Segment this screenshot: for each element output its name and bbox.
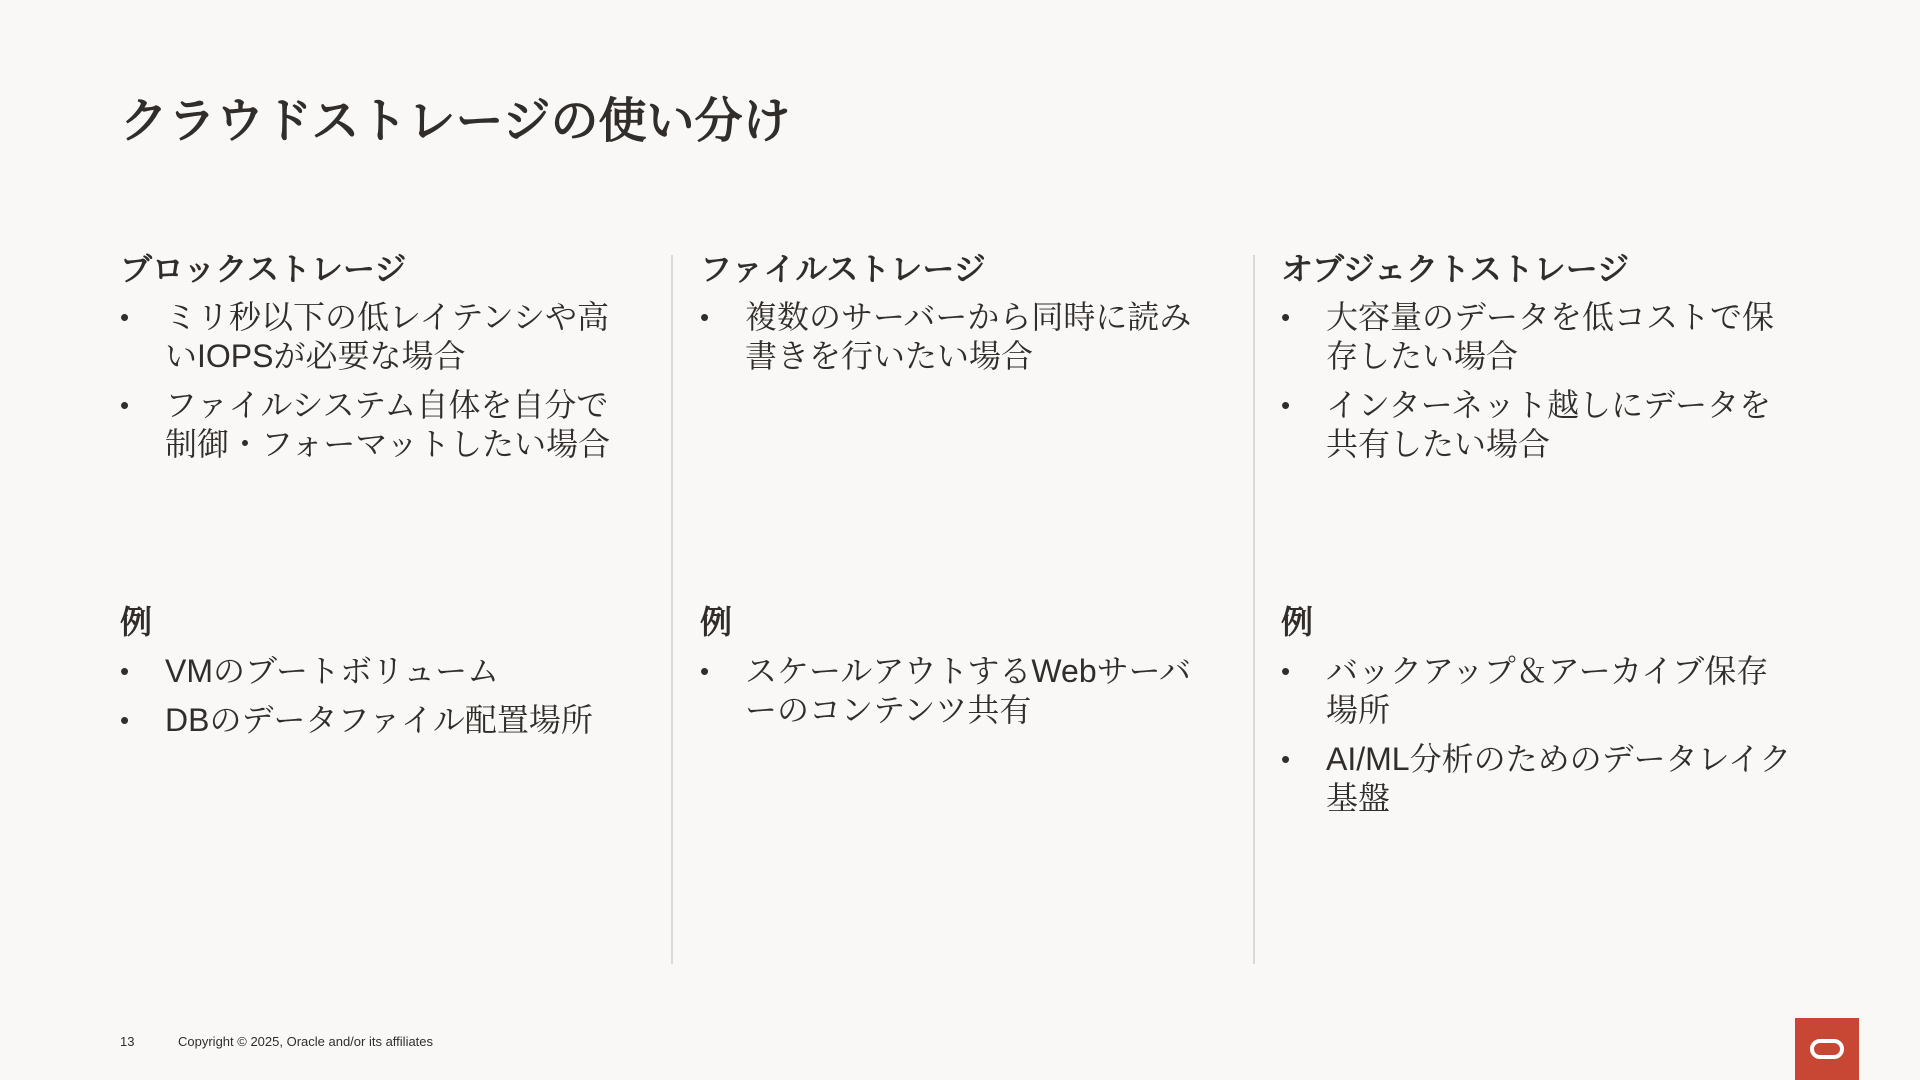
list-item: • 複数のサーバーから同時に読み書きを行いたい場合	[700, 298, 1219, 376]
examples-heading: 例	[1281, 604, 1314, 640]
examples-section	[120, 603, 639, 740]
column-block-storage	[120, 250, 639, 950]
column-object-storage	[1281, 250, 1800, 950]
list-item: • VMのブートボリューム	[120, 652, 639, 691]
examples-section	[700, 603, 1219, 730]
example-list	[120, 652, 639, 740]
list-item: • ファイルシステム自体を自分で制御・フォーマットしたい場合	[120, 386, 639, 464]
copyright-text: Copyright © 2025, Oracle and/or its affiliates	[178, 1034, 434, 1049]
examples-heading: 例	[700, 604, 733, 640]
list-item: • AI/ML分析のためのデータレイク基盤	[1281, 740, 1800, 818]
column-heading: ブロックストレージ	[120, 251, 407, 287]
column-file-storage	[700, 250, 1219, 950]
oracle-logo-icon	[1810, 1039, 1844, 1059]
example-list	[1281, 652, 1800, 818]
oracle-logo	[1795, 1018, 1859, 1080]
column-heading: ファイルストレージ	[700, 251, 986, 287]
examples-section	[1281, 603, 1800, 818]
example-list	[700, 652, 1219, 730]
slide-title: クラウドストレージの使い分け	[120, 95, 791, 148]
column-heading: オブジェクトストレージ	[1281, 251, 1630, 287]
list-item: • 大容量のデータを低コストで保存したい場合	[1281, 298, 1800, 376]
examples-heading: 例	[120, 604, 153, 640]
list-item: • DBのデータファイル配置場所	[120, 701, 639, 740]
list-item: • インターネット越しにデータを共有したい場合	[1281, 386, 1800, 464]
column-divider	[671, 255, 673, 964]
list-item: • スケールアウトするWebサーバーのコンテンツ共有	[700, 652, 1219, 730]
column-divider	[1253, 255, 1255, 964]
use-case-list	[700, 298, 1219, 376]
use-case-list	[120, 298, 639, 464]
list-item: • ミリ秒以下の低レイテンシや高いIOPSが必要な場合	[120, 298, 639, 376]
page-number: 13	[120, 1034, 135, 1049]
use-case-list	[1281, 298, 1800, 464]
list-item: • バックアップ＆アーカイブ保存場所	[1281, 652, 1800, 730]
